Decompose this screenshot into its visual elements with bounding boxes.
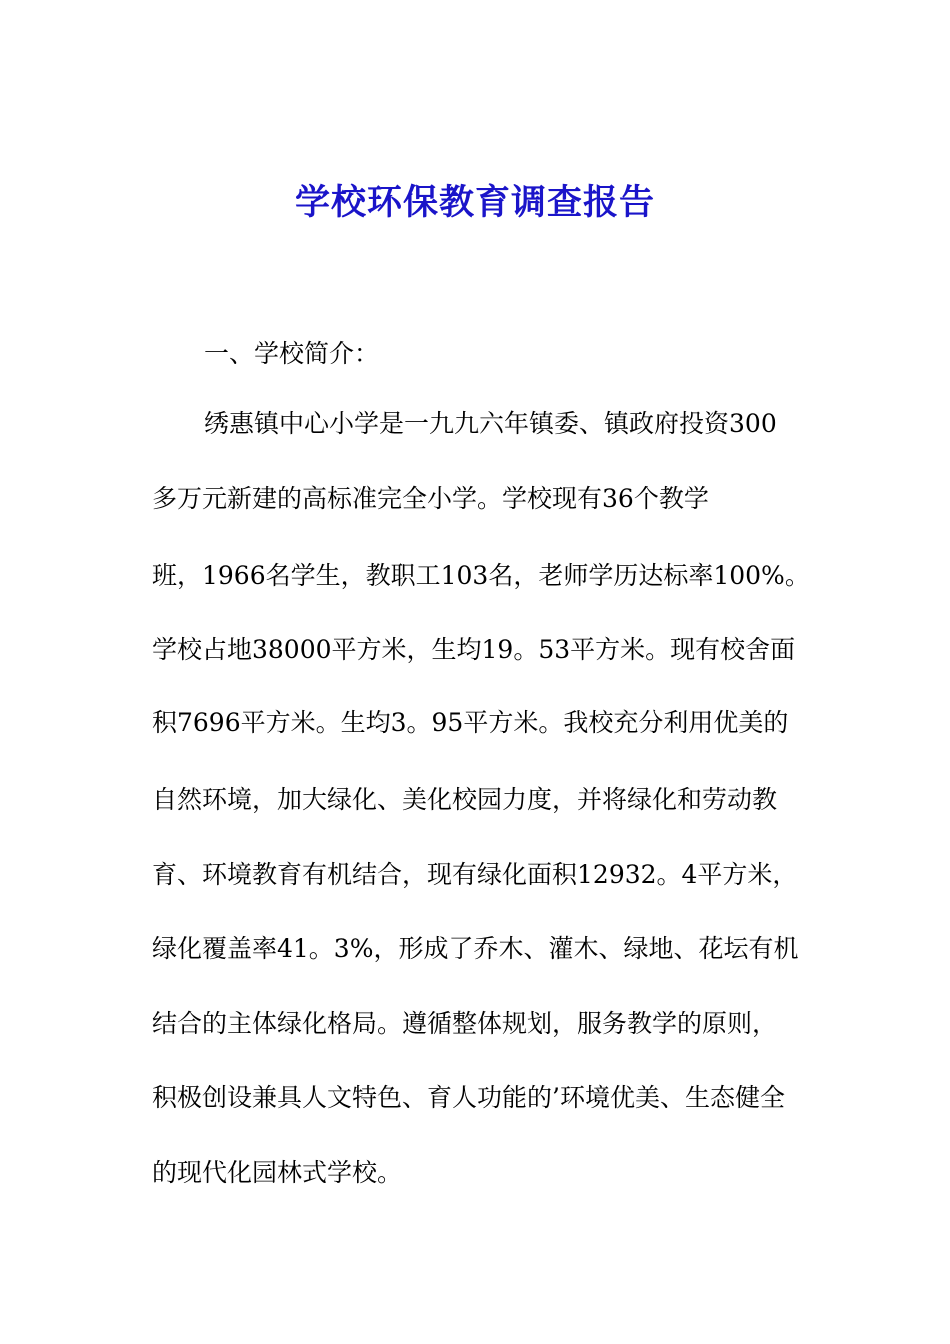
paragraph-line: 学校占地38000平方米，生均19。53平方米。现有校舍面 <box>152 635 796 664</box>
paragraph-line: 积极创设兼具人文特色、育人功能的’环境优美、生态健全 <box>152 1083 785 1112</box>
paragraph-line: 的现代化园林式学校。 <box>152 1158 403 1187</box>
paragraph-line: 育、环境教育有机结合，现有绿化面积12932。4平方米， <box>152 860 798 889</box>
section-heading: 一、学校简介： <box>204 339 380 368</box>
paragraph-line: 绿化覆盖率41。3%，形成了乔木、灌木、绿地、花坛有机 <box>152 934 799 963</box>
document-title: 学校环保教育调查报告 <box>294 182 655 223</box>
paragraph-line: 结合的主体绿化格局。遵循整体规划，服务教学的原则， <box>152 1009 778 1038</box>
paragraph-line: 班，1966名学生，教职工103名，老师学历达标率100%。 <box>152 561 810 590</box>
paragraph-line: 自然环境，加大绿化、美化校园力度，并将绿化和劳动教 <box>152 785 778 814</box>
paragraph-line: 积7696平方米。生均3。95平方米。我校充分利用优美的 <box>152 708 789 737</box>
paragraph-line: 绣惠镇中心小学是一九九六年镇委、镇政府投资300 <box>204 409 777 438</box>
paragraph-line: 多万元新建的高标准完全小学。学校现有36个教学 <box>152 484 709 513</box>
